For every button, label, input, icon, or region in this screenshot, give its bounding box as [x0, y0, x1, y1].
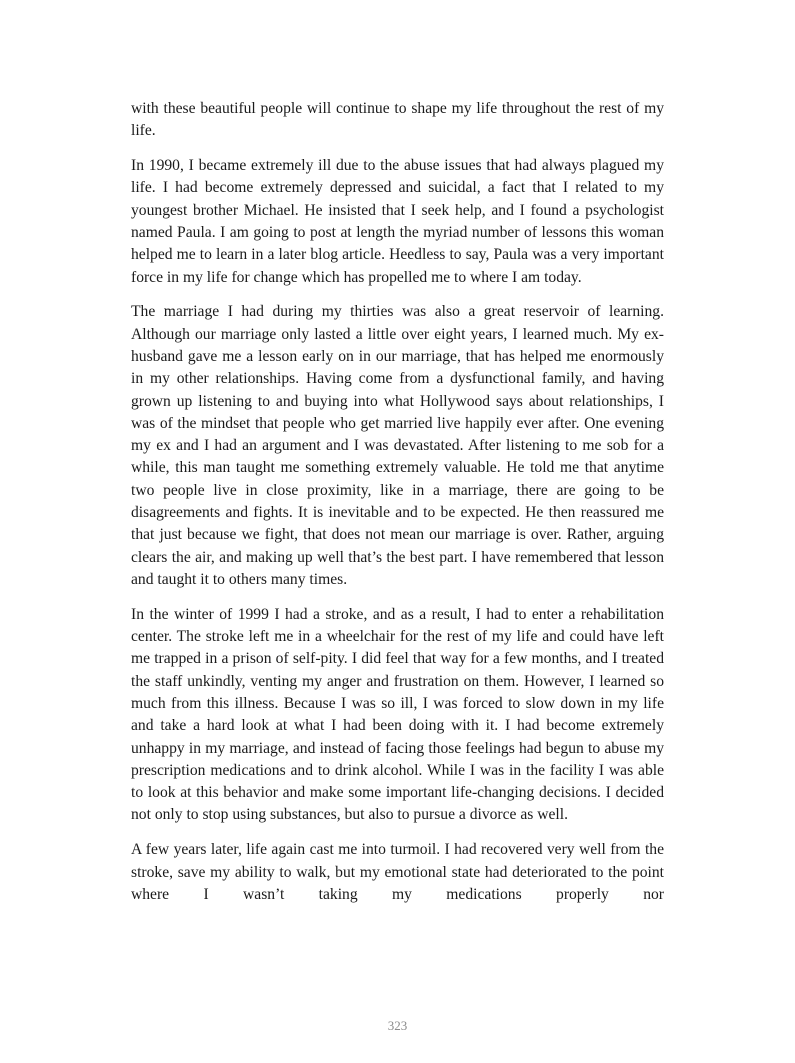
page-number: 323: [387, 1018, 408, 1033]
paragraph-2: In 1990, I became extremely ill due to the abuse issues that had always plagued my life. I had become extremely depressed and suicidal, a fact that I related to my youngest brother Michael. He insisted that I seek help, and I found a psychologist named Paula. I am going to post at length the myriad number of lessons this woman helped me to learn in a later blog article. Heedless to say, Paula was a very important force in my life for change which has propelled me to where I am today.: [131, 157, 664, 286]
paragraph-4: In the winter of 1999 I had a stroke, and as a result, I had to enter a rehabilitation center. The stroke left me in a wheelchair for the rest of my life and could have left me trapped in a prison of self-pity. I did feel that way for a few months, and I treated the staff unkindly, venting my anger and frustration on them. However, I learned so much from this illness. Because I was so ill, I was forced to slow down in my life and take a hard look at what I had been doing with it. I had become extremely unhappy in my marriage, and instead of facing those feelings had begun to abuse my prescription medications and to drink alcohol. While I was in the facility I was able to look at this behavior and make some important life-changing decisions. I decided not only to stop using substances, but also to pursue a divorce as well.: [131, 605, 664, 824]
paragraph-5: A few years later, life again cast me into turmoil. I had recovered very well from the stroke, save my ability to walk, but my emotional state had deteriorated to the point where I wasn’t taking my medications properly nor: [131, 841, 664, 903]
body-text: [131, 98, 664, 919]
paragraph-1: with these beautiful people will continue to shape my life throughout the rest of my life.: [131, 100, 664, 140]
paragraph-3: The marriage I had during my thirties was also a great reservoir of learning. Although our marriage only lasted a little over eight years, I learned much. My ex-husband gave me a lesson early on in our marriage, that has helped me enormously in my other relationships. Having come from a dysfunctional family, and having grown up listening to and buying into what Hollywood says about relationships, I was of the mindset that people who get married live happily ever after. One evening my ex and I had an argument and I was devastated. After listening to me sob for a while, this man taught me something extremely valuable. He told me that anytime two people live in close proximity, like in a marriage, there are going to be disagreements and fights. It is inevitable and to be expected. He then reassured me that just because we fight, that does not mean our marriage is over. Rather, arguing clears the air, and making up well that’s the best part. I have remembered that lesson and taught it to others many times.: [131, 303, 664, 588]
